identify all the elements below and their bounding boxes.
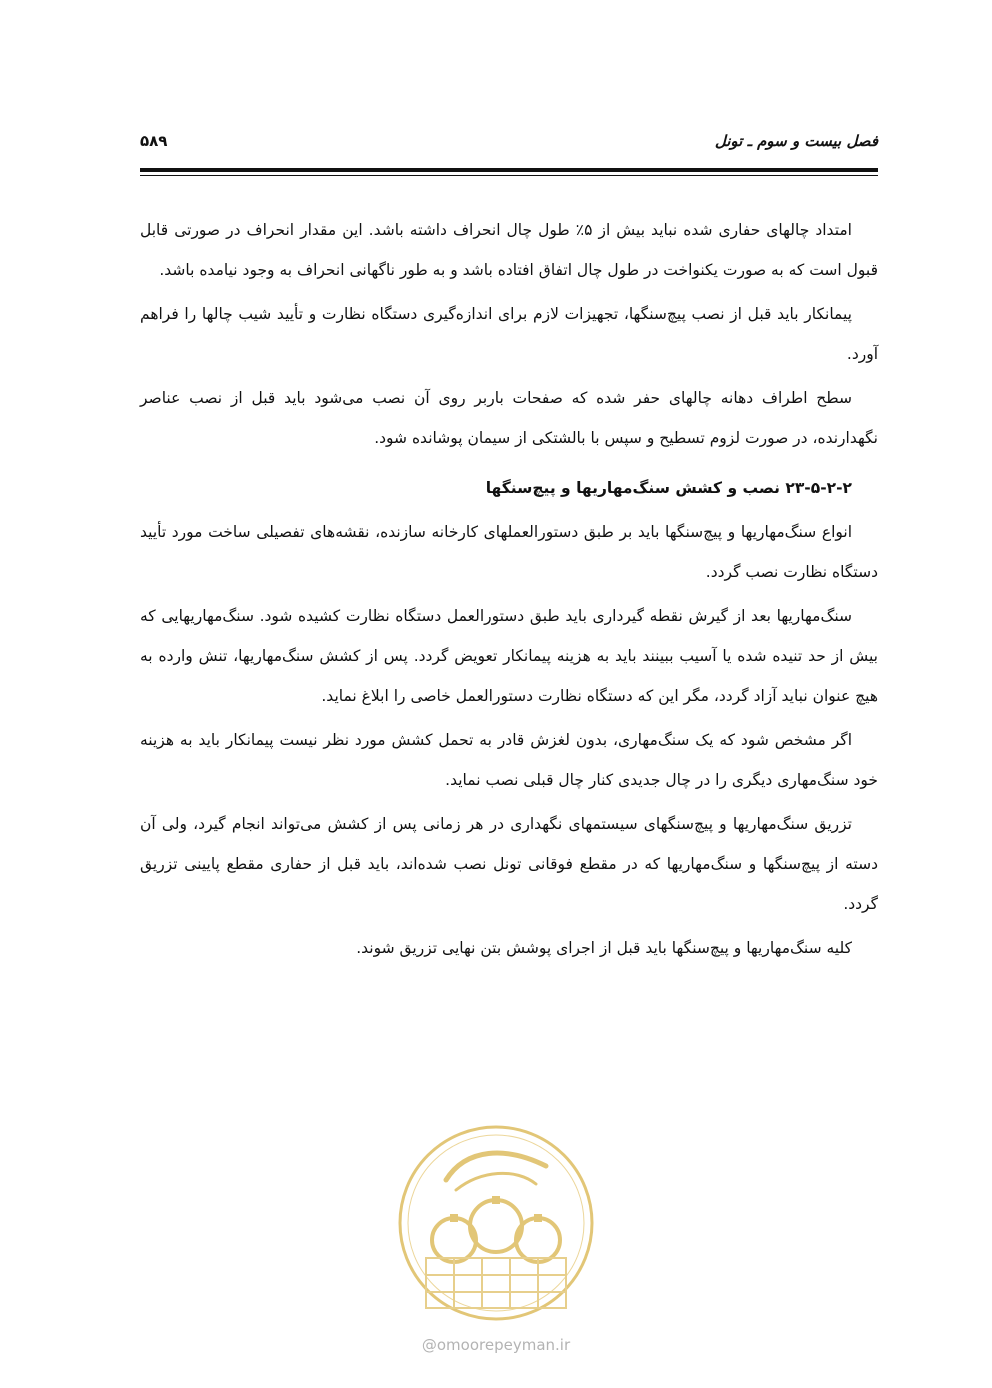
watermark-url: @omoorepeyman.ir — [421, 1336, 571, 1354]
header-rule-thin — [140, 175, 878, 176]
paragraph: پیمانکار باید قبل از نصب پیچ‌سنگها، تجهیزات لازم برای اندازه‌گیری دستگاه نظارت و تأیید شیب چالها را فراهم آورد. — [140, 305, 878, 363]
paragraph: کلیه سنگ‌مهاریها و پیچ‌سنگها باید قبل از اجرای پوشش بتن نهایی تزریق شوند. — [356, 939, 852, 957]
watermark-logo-icon — [386, 1118, 606, 1328]
page-header — [140, 128, 878, 158]
body-text — [140, 210, 878, 972]
section-heading: ۲۳-۵-۲-۲ نصب و کشش سنگ‌مهاریها و پیچ‌سنگها — [485, 479, 852, 497]
paragraph: تزریق سنگ‌مهاریها و پیچ‌سنگهای سیستمهای نگهداری در هر زمانی پس از کشش می‌تواند انجام گیرد، ولی آن دسته از پیچ‌سنگها و سنگ‌مهاریها که در مقطع فوقانی تونل نصب شده‌اند، باید قبل از حفاری مقطع پایینی تزریق گردد. — [140, 815, 878, 913]
paragraph: امتداد چالهای حفاری شده نباید بیش از ۵٪ طول چال انحراف داشته باشد. این مقدار انحراف در صورتی قابل قبول است که به صورت یکنواخت در طول چال اتفاق افتاده باشد و به طور ناگهانی انحراف به وجود نیامده باشد. — [140, 221, 878, 279]
paragraph: انواع سنگ‌مهاریها و پیچ‌سنگها باید بر طبق دستورالعملهای کارخانه سازنده، نقشه‌های تفصیلی ساخت مورد تأیید دستگاه نظارت نصب گردد. — [140, 523, 878, 581]
paragraph: سطح اطراف دهانه چالهای حفر شده که صفحات باربر روی آن نصب می‌شود باید قبل از نصب عناصر نگهدارنده، در صورت لزوم تسطیح و سپس با بالشتکی از سیمان پوشانده شود. — [140, 389, 878, 447]
chapter-title: فصل بیست و سوم ـ تونل — [714, 132, 878, 150]
header-rule-thick — [140, 168, 878, 172]
paragraph: اگر مشخص شود که یک سنگ‌مهاری، بدون لغزش قادر به تحمل کشش مورد نظر نیست پیمانکار باید به هزینه خود سنگ‌مهاری دیگری را در چال جدیدی کنار چال قبلی نصب نماید. — [140, 731, 878, 789]
page-number: ۵۸۹ — [140, 132, 168, 150]
paragraph: سنگ‌مهاریها بعد از گیرش نقطه گیرداری باید طبق دستورالعمل دستگاه نظارت کشیده شود. سنگ‌مهاریهایی که بیش از حد تنیده شده یا آسیب ببینند باید به هزینه پیمانکار تعویض گردد. پس از کشش سنگ‌مهاریها، تنش وارده به هیچ عنوان نباید آزاد گردد، مگر این که دستگاه نظارت دستورالعمل خاصی را ابلاغ نماید. — [140, 607, 878, 705]
watermark — [386, 1118, 606, 1378]
